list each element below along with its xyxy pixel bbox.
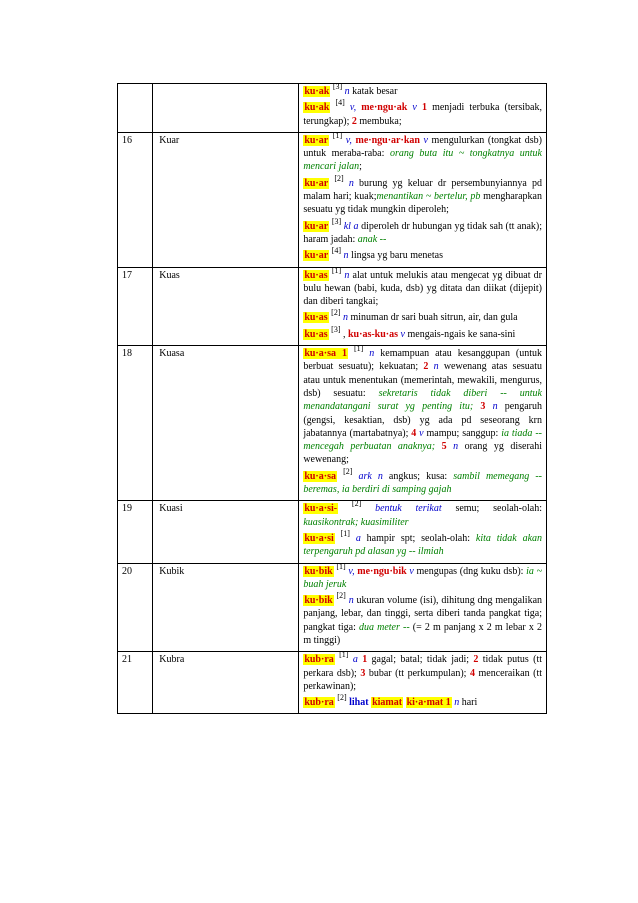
definition-text: , [343, 328, 348, 340]
sense-number: me·ngu·bik [357, 565, 407, 577]
definition-text: lingsa yg baru menetas [348, 250, 443, 262]
sense-number: 3 [480, 401, 486, 413]
definition-text: semu; seolah-olah: [441, 503, 543, 515]
example-text: ia ~ buah jeruk [303, 565, 542, 590]
headword: ku·ar [304, 177, 329, 189]
definitions-cell [299, 132, 547, 267]
sense-number: 5 [441, 441, 447, 453]
root-word: Kubik [153, 563, 299, 652]
homonym-number: [2] [336, 591, 346, 601]
definition-text: membuka; [356, 115, 402, 127]
definition-text: orang yg diserahi wewenang; [303, 441, 542, 466]
example-text: dua meter -- [358, 621, 410, 633]
example-text: kuasikontrak; kuasimiliter [303, 516, 409, 528]
word-class-label: n [343, 250, 349, 262]
definition-text: hampir spt; seolah-olah: [360, 532, 476, 544]
definition-text: pengaruh (gengsi, kesaktian, dsb) yg ada pd seseorang krn jabatannya (martabatnya); [303, 401, 543, 439]
example-text: anak -- [357, 233, 387, 245]
word-class-label: n [369, 348, 375, 360]
homonym-number: [1] [339, 650, 349, 660]
definitions-cell [299, 346, 547, 501]
headword: ku·ar [304, 220, 329, 232]
definition-text: mengulurkan (tongkat dsb) untuk meraba-raba: [303, 134, 543, 160]
root-word: Kuasi [153, 501, 299, 563]
root-word: Kuas [153, 267, 299, 345]
table-row [118, 652, 547, 714]
word-class-label: v [406, 565, 414, 577]
word-class-label: n [348, 177, 354, 189]
dictionary-entry [303, 591, 543, 647]
word-class-label: v, [348, 565, 358, 577]
dictionary-entry [303, 466, 542, 497]
word-class-label: v [398, 328, 405, 340]
definitions-cell [299, 267, 547, 345]
headword: ku·ar [304, 134, 329, 146]
root-word [153, 84, 299, 133]
homonym-number: [2] [343, 466, 353, 476]
row-number: 21 [118, 652, 153, 714]
definition-text: wewenang atas sesuatu atau untuk menentukan (memerintah, mewakili, mengurus, dsb) sesuatu: [303, 361, 542, 399]
headword: ku·a·si [304, 532, 334, 544]
dictionary-entry [303, 98, 542, 128]
definition-text: menjadi terbuka (tersibak, terungkap); [303, 102, 542, 127]
word-class-label: bentuk terikat [375, 503, 442, 515]
dictionary-entry [303, 561, 542, 592]
dictionary-entry [303, 130, 543, 174]
sense-number: me·ngu·ar·kan [355, 134, 420, 146]
dictionary-entry [303, 216, 543, 247]
example-text: sambil memegang -- beremas, ia berdiri di samping gajah [303, 470, 542, 496]
homonym-number: [1] [353, 344, 364, 354]
example-text: kita tidak akan terpengaruh pd alasan yg -- ilmiah [303, 532, 543, 558]
homonym-number: [1] [332, 130, 343, 140]
table-row [118, 346, 547, 501]
definition-text: katak besar [349, 86, 398, 97]
homonym-number: [2] [331, 308, 341, 318]
headword: ku·ak [304, 86, 330, 97]
root-word: Kuasa [153, 346, 299, 501]
sense-number: 2 [351, 115, 357, 127]
headword: ku·as [304, 312, 328, 324]
word-class-label: v [407, 102, 422, 114]
definition-text: burung yg keluar dr persembunyiannya pd malam hari; kuak; [303, 177, 543, 203]
word-class-label: a [352, 654, 358, 666]
definition-text: mampu; sanggup: [423, 427, 502, 439]
headword: ku·a·si- [304, 503, 338, 515]
homonym-number: [1] [331, 265, 342, 275]
homonym-number: [2] [334, 173, 344, 183]
headword: ku·bik [304, 565, 333, 577]
dictionary-entry [303, 499, 543, 529]
example-text: orang buta itu ~ tongkatnya untuk mencari jalan [303, 148, 542, 173]
definition-text: angkus; kusa: [382, 470, 454, 482]
definitions-cell [299, 652, 547, 714]
definition-text: mengupas (dng kuku dsb): [413, 565, 527, 577]
table-row [118, 84, 547, 133]
homonym-number: [1] [340, 528, 350, 538]
dictionary-entry [303, 246, 542, 262]
definition-text: bubar (tt perkumpulan); [365, 667, 470, 679]
homonym-number: [2] [351, 499, 362, 509]
definition-text: alat untuk melukis atau mengecat yg dibuat dr bulu hewan (babi, kuda, dsb) yg ditata dan diikat (dijepit) dan diberi tangkai; [303, 269, 543, 308]
definitions-cell [299, 84, 547, 133]
table-row [118, 501, 547, 563]
table-row [118, 563, 547, 652]
homonym-number: [4] [335, 98, 345, 108]
dictionary-entry [303, 265, 543, 309]
dictionary-entry [303, 344, 543, 467]
row-number: 20 [118, 563, 153, 652]
headword: kub·ra [304, 654, 334, 666]
sense-number: 1 [421, 102, 427, 114]
sense-number: 1 [362, 654, 368, 666]
sense-number: 4 [411, 427, 417, 439]
definitions-cell [299, 501, 547, 563]
definition-text: menceraikan (tt perkawinan); [303, 667, 543, 692]
example-text: menantikan ~ bertelur, pb [376, 191, 481, 203]
dictionary-entry [303, 650, 543, 693]
headword: ku·a·sa 1 [304, 348, 347, 360]
word-class-label: n [344, 269, 350, 281]
headword: kub·ra [304, 697, 334, 709]
row-number: 18 [118, 346, 153, 501]
sense-number: 3 [360, 667, 366, 679]
word-class-label: n [348, 595, 354, 607]
row-number: 17 [118, 267, 153, 345]
headword: ku·as [304, 269, 328, 281]
word-class-label: n [343, 312, 348, 324]
word-class-label: kl a [343, 220, 359, 232]
dictionary-entry [303, 528, 543, 559]
word-class-label: v [416, 427, 424, 439]
example-text: sekretaris tidak diberi -- untuk menandatangani surat yg penting itu; [303, 387, 542, 413]
row-number: 19 [118, 501, 153, 563]
headword: ku·ak [304, 102, 330, 114]
root-word: Kuar [153, 132, 299, 267]
cross-ref-label: lihat [349, 697, 369, 709]
dictionary-entry [303, 324, 542, 341]
sense-number: ku·as-ku·as [348, 328, 399, 340]
headword: ku·ar [304, 250, 329, 262]
word-class-label: v [419, 134, 432, 146]
definition-text: gagal; batal; tidak jadi; [367, 654, 474, 666]
row-number: 16 [118, 132, 153, 267]
cross-ref-headword: kiamat [372, 697, 403, 709]
table-row [118, 267, 547, 345]
homonym-number: [4] [331, 246, 342, 256]
definition-text: mengharapkan sesuatu yg tidak mungkin diperoleh; [303, 191, 542, 216]
definition-text: tidak putus (tt perkara dsb); [303, 654, 543, 679]
definition-text: diperoleh dr hubungan yg tidak sah (tt anak); haram jadah: [303, 220, 543, 245]
definition-text: minuman dr sari buah sitrun, air, dan gula [348, 312, 518, 324]
word-class-label: n [485, 401, 498, 413]
homonym-number: [2] [337, 693, 347, 703]
word-class-label: n [451, 697, 460, 709]
headword: ku·bik [304, 595, 333, 607]
word-class-label: v, [349, 102, 362, 114]
dictionary-entry [303, 308, 542, 324]
row-number [118, 84, 153, 133]
sense-number: me·ngu·ak [361, 102, 408, 114]
headword: ku·as [304, 328, 328, 340]
definition-text: ukuran volume (isi), dihitung dng mengalikan panjang, lebar, dan tinggi, serta diberi tanda pangkat tiga; pangkat tiga: [303, 595, 543, 633]
definition-text: ; [359, 161, 362, 173]
definitions-cell [299, 563, 547, 652]
definition-text: kemampuan atau kesanggupan (untuk berbuat sesuatu); kekuatan; [303, 348, 543, 373]
sense-number: 2 [473, 654, 479, 666]
headword: ku·a·sa [304, 470, 336, 482]
word-class-label: a [355, 532, 361, 544]
homonym-number: [3] [331, 324, 341, 334]
homonym-number: [1] [336, 561, 346, 571]
definition-text: (= 2 m panjang x 2 m lebar x 2 m tinggi) [303, 621, 542, 646]
sense-number: 4 [469, 667, 475, 679]
word-class-label: v, [345, 134, 356, 146]
word-class-label: n [428, 361, 439, 373]
definition-text: hari [459, 697, 478, 709]
homonym-number: [3] [331, 216, 342, 226]
dictionary-table [117, 83, 547, 714]
root-word: Kubra [153, 652, 299, 714]
table-row [118, 132, 547, 267]
word-class-label: ark n [358, 470, 383, 482]
definition-text: mengais-ngais ke sana-sini [404, 328, 516, 340]
dictionary-entry [303, 82, 542, 98]
homonym-number: [3] [332, 82, 343, 91]
example-text: ia tiada -- mencegah perbuatan anaknya; [303, 427, 542, 453]
dictionary-table-body [118, 84, 547, 714]
word-class-label: n [344, 86, 350, 97]
dictionary-entry [303, 693, 542, 709]
word-class-label: n [446, 441, 459, 453]
sense-number: 2 [423, 361, 429, 373]
dictionary-entry [303, 173, 543, 217]
cross-ref-headword: ki·a·mat 1 [406, 697, 451, 709]
